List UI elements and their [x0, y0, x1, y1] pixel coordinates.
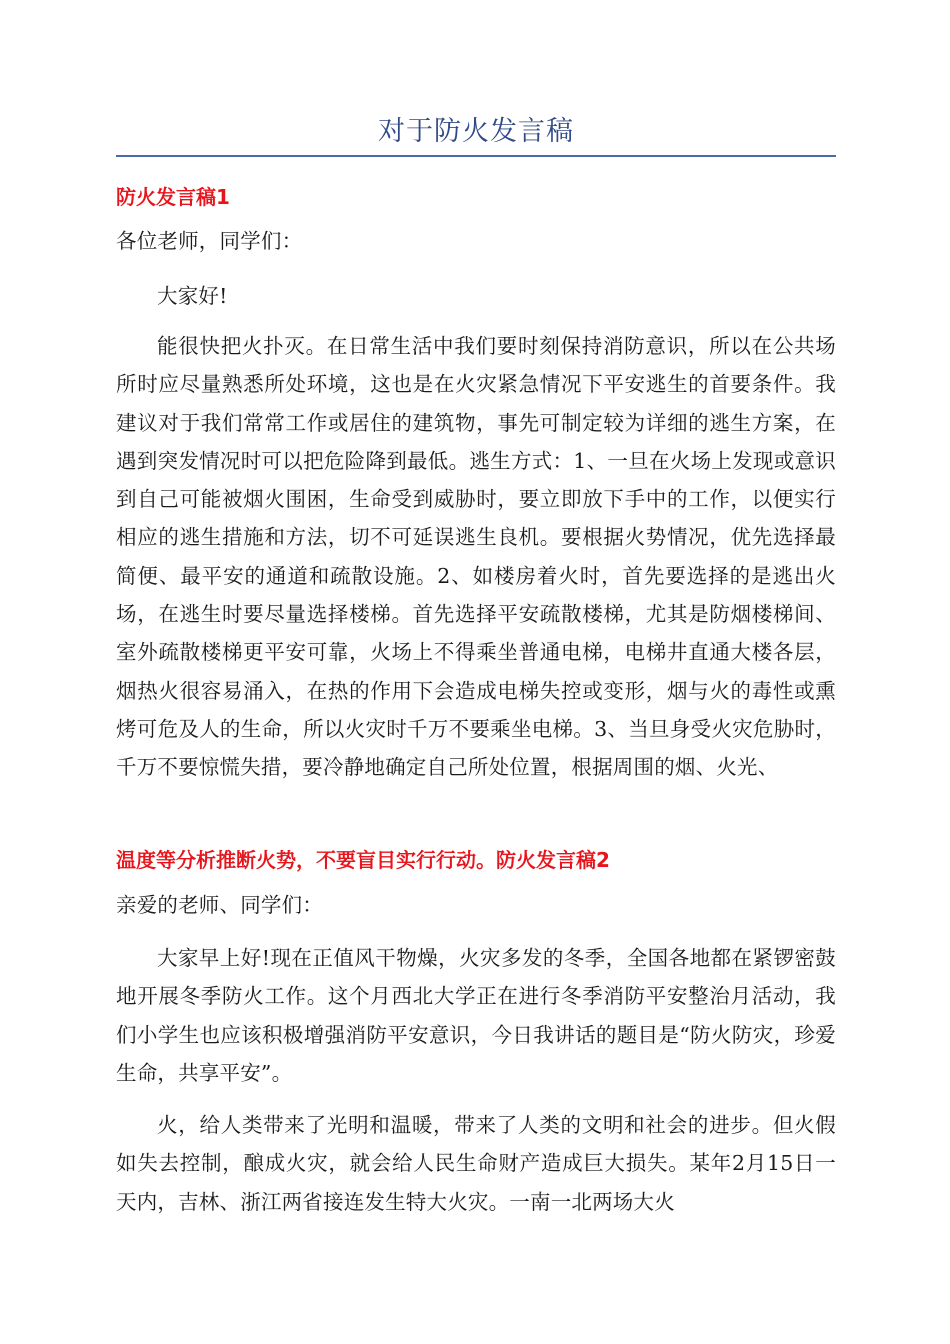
section-2-heading: 温度等分析推断火势，不要盲目实行行动。防火发言稿2: [116, 848, 610, 872]
section-1-hello: 大家好!: [157, 284, 228, 308]
section-1-greeting: 各位老师，同学们：: [116, 229, 303, 253]
document-title: 对于防火发言稿: [378, 116, 574, 147]
section-1-heading: 防火发言稿1: [116, 185, 230, 209]
section-2-body-paragraph-1: 大家早上好!现在正值风干物燥，火灾多发的冬季，全国各地都在紧锣密鼓地开展冬季防火工作。这个月西北大学正在进行冬季消防平安整治月活动，我们小学生也应该积极增强消防平安意识，今日我讲话的题目是“防火防灾，珍爱生命，共享平安”。: [116, 946, 836, 1085]
title-divider: [116, 155, 836, 157]
section-1-body: 能很快把火扑灭。在日常生活中我们要时刻保持消防意识，所以在公共场所时应尽量熟悉所处环境，这也是在火灾紧急情况下平安逃生的首要条件。我建议对于我们常常工作或居住的建筑物，事先可制定较为详细的逃生方案，在遇到突发情况时可以把危险降到最低。逃生方式：1、一旦在火场上发现或意识到自己可能被烟火围困，生命受到威胁时，要立即放下手中的工作，以便实行相应的逃生措施和方法，切不可延误逃生良机。要根据火势情况，优先选择最简便、最平安的通道和疏散设施。2、如楼房着火时，首先要选择的是逃出火场，在逃生时要尽量选择楼梯。首先选择平安疏散楼梯，尤其是防烟楼梯间、室外疏散楼梯更平安可靠，火场上不得乘坐普通电梯，电梯井直通大楼各层，烟热火很容易涌入，在热的作用下会造成电梯失控或变形，烟与火的毒性或熏烤可危及人的生命，所以火灾时千万不要乘坐电梯。3、当旦身受火灾危胁时，千万不要惊慌失措，要冷静地确定自己所处位置，根据周围的烟、火光、: [116, 334, 836, 780]
section-2-greeting: 亲爱的老师、同学们：: [116, 893, 323, 917]
section-2-body-paragraph-2: 火，给人类带来了光明和温暖，带来了人类的文明和社会的进步。但火假如失去控制，酿成火灾，就会给人民生命财产造成巨大损失。某年2月15日一天内，吉林、浙江两省接连发生特大火灾。一南一北两场大火: [116, 1113, 836, 1214]
